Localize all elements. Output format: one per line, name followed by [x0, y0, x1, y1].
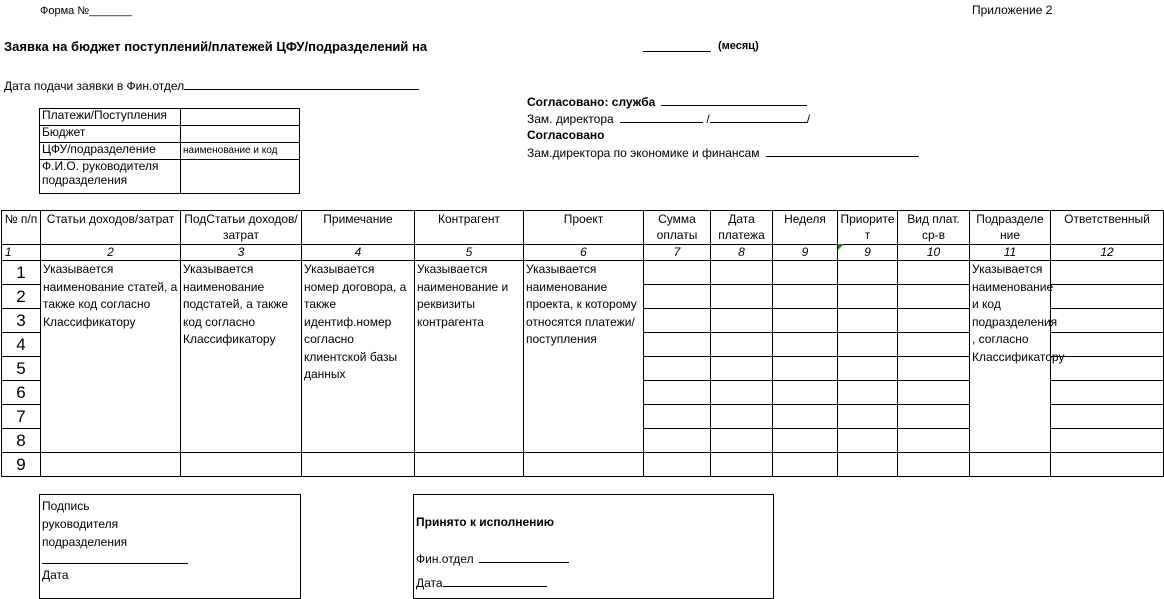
priority-cell[interactable]: [838, 453, 898, 477]
params-row: [40, 126, 300, 143]
col-header-counterparty: Контрагент: [415, 211, 524, 245]
approval-service-label: Согласовано: служба: [527, 95, 656, 109]
col-number: 12: [1051, 245, 1164, 261]
month-field[interactable]: [643, 40, 711, 55]
amount-cell[interactable]: [644, 453, 711, 477]
responsible-cell[interactable]: [1051, 357, 1164, 381]
slash-separator: /: [706, 112, 710, 126]
amount-cell[interactable]: [644, 381, 711, 405]
form-number: Форма №_______: [40, 5, 132, 17]
deputy-econ-row: [527, 145, 919, 160]
col-header-department: Подразделе ние: [970, 211, 1051, 245]
signature-date-label: Дата: [42, 568, 69, 582]
note-cell[interactable]: [302, 453, 415, 477]
slash-separator: /: [806, 112, 811, 126]
col-header-pay-type: Вид плат. ср-в: [898, 211, 970, 245]
pay-type-cell[interactable]: [898, 285, 970, 309]
responsible-cell[interactable]: [1051, 405, 1164, 429]
submit-date-field[interactable]: [184, 78, 419, 90]
amount-cell[interactable]: [644, 333, 711, 357]
signature-box: [39, 494, 301, 599]
department-cell[interactable]: [970, 453, 1051, 477]
pay-date-cell[interactable]: [711, 405, 773, 429]
note-description[interactable]: Указывается номер договора, а также идентиф.номер согласно клиентской базы данных: [302, 261, 415, 453]
col-header-articles: Статьи доходов/затрат: [41, 211, 181, 245]
col-number: 4: [302, 245, 415, 261]
col-header-priority: Приорите т: [838, 211, 898, 245]
page-title: Заявка на бюджет поступлений/платежей ЦФУ/подразделений на: [4, 39, 428, 54]
fin-dept-label: Фин.отдел: [416, 552, 474, 566]
week-cell[interactable]: [773, 357, 838, 381]
col-number: 5: [415, 245, 524, 261]
project-description[interactable]: Указывается наименование проекта, к которому относятся платежи/поступления: [524, 261, 644, 453]
counterparty-description[interactable]: Указывается наименование и реквизиты контрагента: [415, 261, 524, 453]
agreed-label: Согласовано: [527, 128, 605, 142]
pay-type-cell[interactable]: [898, 333, 970, 357]
articles-description[interactable]: Указывается наименование статей, а также код согласно Классификатору: [41, 261, 181, 453]
row-number: 5: [2, 357, 41, 381]
budget-table: [1, 210, 1164, 477]
responsible-cell[interactable]: [1051, 333, 1164, 357]
priority-cell[interactable]: [838, 309, 898, 333]
row-number: 7: [2, 405, 41, 429]
responsible-cell[interactable]: [1051, 453, 1164, 477]
table-row: [2, 453, 1164, 477]
param-value[interactable]: [181, 109, 300, 126]
row-number: 2: [2, 285, 41, 309]
col-number: 9: [773, 245, 838, 261]
param-value[interactable]: [181, 126, 300, 143]
accepted-date-row: [416, 575, 547, 590]
articles-cell[interactable]: [41, 453, 181, 477]
responsible-cell[interactable]: [1051, 285, 1164, 309]
col-number: 7: [644, 245, 711, 261]
subarticles-cell[interactable]: [181, 453, 302, 477]
amount-cell[interactable]: [644, 285, 711, 309]
responsible-cell[interactable]: [1051, 261, 1164, 285]
responsible-cell[interactable]: [1051, 309, 1164, 333]
col-header-responsible: Ответственный: [1051, 211, 1164, 245]
fin-dept-field[interactable]: [479, 551, 569, 563]
col-header-week: Неделя: [773, 211, 838, 245]
table-row: [2, 261, 1164, 285]
submit-date-row: [4, 78, 419, 93]
row-number: 1: [2, 261, 41, 285]
amount-cell[interactable]: [644, 405, 711, 429]
col-number: 6: [524, 245, 644, 261]
month-label: (месяц): [718, 40, 759, 52]
col-number: 9: [838, 245, 898, 261]
deputy-director-label: Зам. директора: [527, 112, 614, 126]
department-description[interactable]: Указывается наименование и код подразделения , согласно Классификатору: [970, 261, 1051, 453]
pay-date-cell[interactable]: [711, 309, 773, 333]
deputy-director-sign-field[interactable]: [710, 111, 807, 123]
params-row: [40, 160, 300, 194]
comment-indicator-icon: [838, 244, 844, 250]
col-number: 11: [970, 245, 1051, 261]
param-value[interactable]: наименование и код: [181, 143, 300, 160]
approval-service-field[interactable]: [661, 94, 807, 106]
col-number: 8: [711, 245, 773, 261]
appendix-label: Приложение 2: [972, 3, 1053, 17]
pay-date-cell[interactable]: [711, 381, 773, 405]
pay-date-cell[interactable]: [711, 333, 773, 357]
priority-cell[interactable]: [838, 357, 898, 381]
pay-date-cell[interactable]: [711, 285, 773, 309]
week-cell[interactable]: [773, 405, 838, 429]
col-header-note: Примечание: [302, 211, 415, 245]
pay-date-cell[interactable]: [711, 261, 773, 285]
priority-cell[interactable]: [838, 261, 898, 285]
col-header-amount: Сумма оплаты: [644, 211, 711, 245]
column-number-row: [2, 245, 1164, 261]
week-cell[interactable]: [773, 309, 838, 333]
project-cell[interactable]: [524, 453, 644, 477]
param-label: Платежи/Поступления: [40, 109, 181, 126]
amount-cell[interactable]: [644, 261, 711, 285]
signature-label-line: Подпись: [42, 499, 90, 513]
col-number: 2: [41, 245, 181, 261]
priority-cell[interactable]: [838, 405, 898, 429]
row-number: 3: [2, 309, 41, 333]
pay-type-cell[interactable]: [898, 405, 970, 429]
amount-cell[interactable]: [644, 309, 711, 333]
col-number: 3: [181, 245, 302, 261]
param-value[interactable]: [181, 160, 300, 194]
col-number: 10: [898, 245, 970, 261]
amount-cell[interactable]: [644, 357, 711, 381]
pay-type-cell[interactable]: [898, 429, 970, 453]
priority-cell[interactable]: [838, 333, 898, 357]
col-header-num: № п/п: [2, 211, 41, 245]
week-cell[interactable]: [773, 261, 838, 285]
priority-cell[interactable]: [838, 285, 898, 309]
pay-date-cell[interactable]: [711, 453, 773, 477]
pay-type-cell[interactable]: [898, 261, 970, 285]
col-header-subarticles: ПодСтатьи доходов/ затрат: [181, 211, 302, 245]
signature-label-line: руководителя: [42, 517, 119, 531]
pay-type-cell[interactable]: [898, 357, 970, 381]
deputy-director-name-field[interactable]: [620, 111, 703, 123]
pay-type-cell[interactable]: [898, 309, 970, 333]
params-row: [40, 143, 300, 160]
week-cell[interactable]: [773, 429, 838, 453]
counterparty-cell[interactable]: [415, 453, 524, 477]
pay-date-cell[interactable]: [711, 357, 773, 381]
responsible-cell[interactable]: [1051, 429, 1164, 453]
accepted-date-field[interactable]: [443, 575, 547, 587]
param-label: Ф.И.О. руководителя подразделения: [40, 160, 181, 194]
week-cell[interactable]: [773, 285, 838, 309]
priority-cell[interactable]: [838, 429, 898, 453]
deputy-director-row: [527, 111, 810, 126]
pay-type-cell[interactable]: [898, 381, 970, 405]
row-number: 9: [2, 453, 41, 477]
fin-dept-row: [416, 551, 569, 566]
signature-field[interactable]: [42, 547, 188, 564]
col-header-pay-date: Дата платежа: [711, 211, 773, 245]
responsible-cell[interactable]: [1051, 381, 1164, 405]
submit-date-label: Дата подачи заявки в Фин.отдел: [4, 79, 185, 93]
col-header-project: Проект: [524, 211, 644, 245]
accepted-box: [413, 494, 774, 599]
params-row: [40, 109, 300, 126]
priority-cell[interactable]: [838, 381, 898, 405]
amount-cell[interactable]: [644, 429, 711, 453]
col-number: 1: [2, 245, 41, 261]
deputy-econ-label: Зам.директора по экономике и финансам: [527, 146, 760, 160]
subarticles-description[interactable]: Указывается наименование подстатей, а также код согласно Классификатору: [181, 261, 302, 453]
header-row: [2, 211, 1164, 245]
row-number: 6: [2, 381, 41, 405]
week-cell[interactable]: [773, 333, 838, 357]
accepted-title: Принято к исполнению: [416, 515, 555, 529]
pay-type-cell[interactable]: [898, 453, 970, 477]
row-number: 4: [2, 333, 41, 357]
pay-date-cell[interactable]: [711, 429, 773, 453]
param-label: Бюджет: [40, 126, 181, 143]
row-number: 8: [2, 429, 41, 453]
week-cell[interactable]: [773, 381, 838, 405]
week-cell[interactable]: [773, 453, 838, 477]
param-label: ЦФУ/подразделение: [40, 143, 181, 160]
signature-label-line: подразделения: [42, 535, 128, 549]
approval-service-row: [527, 94, 807, 109]
deputy-econ-field[interactable]: [766, 145, 919, 157]
params-table: [39, 108, 300, 194]
accepted-date-label: Дата: [416, 576, 443, 590]
